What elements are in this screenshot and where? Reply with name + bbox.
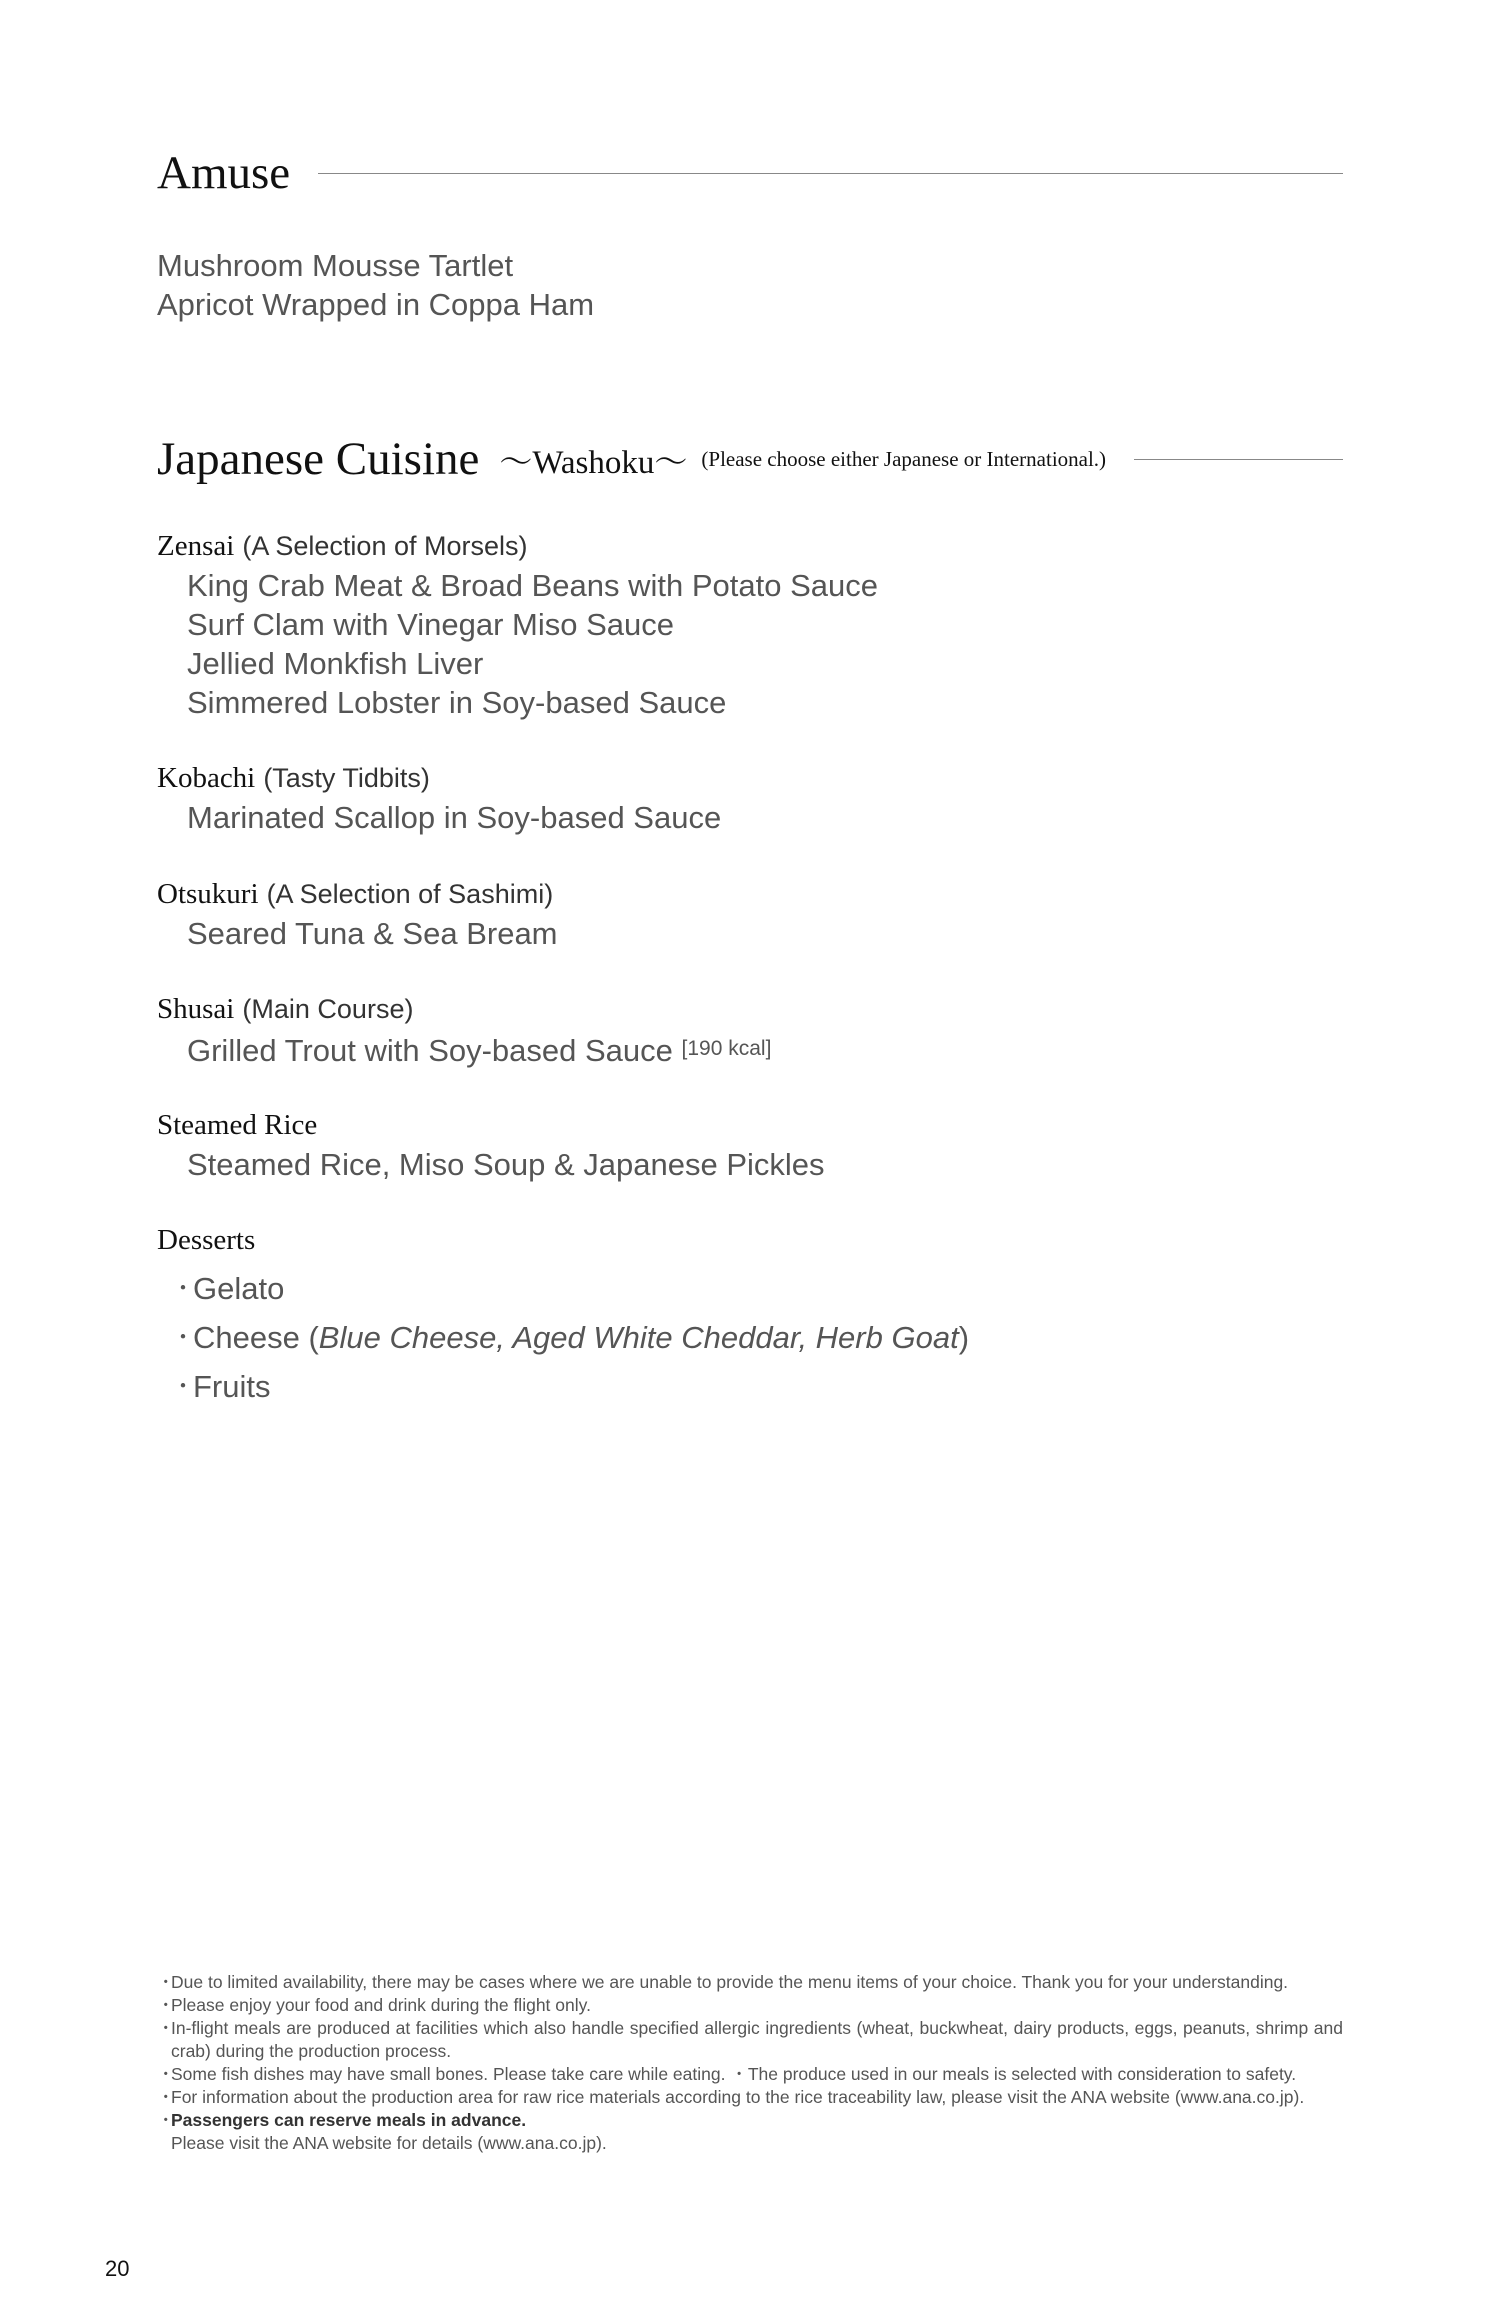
footnote [157,1971,1343,1994]
course-kobachi [157,758,721,837]
dessert-text: Fruits [193,1369,271,1404]
menu-item [187,1029,771,1070]
course-items [157,566,878,722]
dessert-item [171,1313,969,1362]
bullet-icon: ・ [171,1324,195,1351]
japanese-title: Japanese Cuisine [157,433,480,485]
reserve-notice: Passengers can reserve meals in advance. [171,2110,527,2130]
japanese-heading-row [157,433,1343,485]
footnote-text: For information about the production area for raw rice materials according to the rice traceability law, please visit the ANA website (www.ana.co.jp). [171,2087,1305,2107]
course-items [157,1029,771,1070]
course-items [157,1145,825,1184]
dessert-item [171,1362,969,1411]
footnote-text: In-flight meals are produced at facilities which also handle specified allergic ingredients (wheat, buckwheat, dairy products, eggs, peanuts, shrimp and crab) during the production process. [171,2018,1343,2061]
footnote [157,2017,1343,2063]
japanese-subtitle: ～Washoku～ [499,445,688,481]
menu-item-text: Grilled Trout with Soy-based Sauce [187,1033,673,1068]
course-desserts [157,1220,969,1411]
menu-item: Simmered Lobster in Soy-based Sauce [187,685,727,720]
menu-item: Steamed Rice, Miso Soup & Japanese Pickles [187,1147,825,1182]
course-name: Desserts [157,1224,256,1256]
footnotes [157,1971,1343,2155]
course-title [157,1220,969,1260]
course-title [157,758,721,798]
menu-item: Surf Clam with Vinegar Miso Sauce [187,607,675,642]
course-title [157,874,558,914]
course-items [157,798,721,837]
kcal-badge: [190 kcal] [681,1037,772,1060]
page-number: 20 [105,2256,130,2281]
footnote-text: Please enjoy your food and drink during the flight only. [171,1995,591,2015]
bullet-icon: ・ [157,2018,175,2038]
course-name: Zensai [157,530,235,562]
course-desc: (A Selection of Morsels) [242,531,528,561]
footnote-text [171,2109,1343,2155]
course-rice [157,1105,825,1184]
course-shusai [157,989,771,1070]
course-title [157,1105,825,1145]
dessert-item [171,1264,969,1313]
menu-item: Seared Tuna & Sea Bream [187,916,558,951]
footnote [157,2063,1343,2086]
bullet-icon: ・ [157,2087,175,2107]
japanese-note: (Please choose either Japanese or International.) [701,447,1107,471]
heading-rule [318,173,1343,174]
amuse-item: Apricot Wrapped in Coppa Ham [157,287,595,322]
dessert-text: Gelato [193,1271,285,1306]
footnote-reserve [157,2109,1343,2155]
course-desc: (A Selection of Sashimi) [266,879,554,909]
course-name: Otsukuri [157,878,259,910]
bullet-icon: ・ [157,1972,175,1992]
amuse-title: Amuse [157,147,291,199]
bullet-icon: ・ [171,1373,195,1400]
reserve-detail: Please visit the ANA website for details (www.ana.co.jp). [171,2133,607,2153]
footnote-text: Some fish dishes may have small bones. Please take care while eating. ・The produce used in our meals is selected with consideration to safety. [171,2064,1297,2084]
course-title [157,526,878,566]
amuse-item: Mushroom Mousse Tartlet [157,248,514,283]
bullet-icon: ・ [157,2064,175,2084]
cheese-detail: Blue Cheese, Aged White Cheddar, Herb Goat [318,1320,959,1355]
course-desc: (Main Course) [242,994,414,1024]
course-desc: (Tasty Tidbits) [263,763,430,793]
amuse-heading-row [157,147,1343,199]
heading-rule [1134,459,1343,460]
course-zensai [157,526,878,722]
course-otsukuri [157,874,558,953]
dessert-text-suffix: ) [958,1320,970,1355]
menu-item: Marinated Scallop in Soy-based Sauce [187,800,722,835]
bullet-icon: ・ [171,1275,195,1302]
course-items [157,914,558,953]
amuse-items [157,246,594,324]
course-title [157,989,771,1029]
footnote-text: Due to limited availability, there may be cases where we are unable to provide the menu items of your choice. Thank you for your understanding. [171,1972,1289,1992]
menu-item: King Crab Meat & Broad Beans with Potato Sauce [187,568,879,603]
menu-item: Jellied Monkfish Liver [187,646,484,681]
footnote [157,2086,1343,2109]
course-name: Steamed Rice [157,1109,318,1141]
footnote [157,1994,1343,2017]
course-name: Shusai [157,993,235,1025]
dessert-text: Cheese ( [193,1320,319,1355]
bullet-icon: ・ [157,2110,175,2130]
bullet-icon: ・ [157,1995,175,2015]
dessert-list [157,1264,969,1411]
course-name: Kobachi [157,762,256,794]
